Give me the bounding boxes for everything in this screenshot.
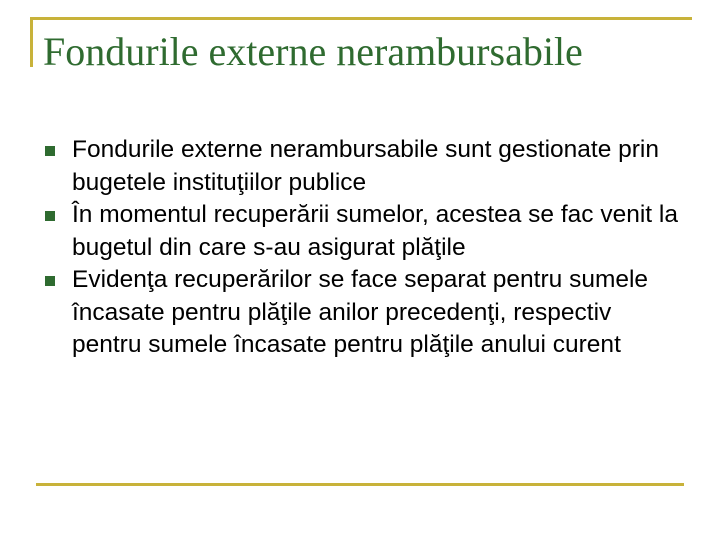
bullet-item <box>40 134 680 199</box>
bullet-text: Evidenţa recuperărilor se face separat pentru sumele încasate pentru plăţile anilor precedenţi, respectiv pentru sumele încasate pentru plăţile anului curent <box>72 266 649 358</box>
frame-left-rule <box>30 17 33 67</box>
bullet-text: În momentul recuperării sumelor, acestea se fac venit la bugetul din care s-au asigurat plăţile <box>72 201 678 261</box>
bullet-text: Fondurile externe nerambursabile sunt gestionate prin bugetele instituţiilor publice <box>72 136 659 196</box>
square-bullet-icon <box>45 146 55 156</box>
square-bullet-icon <box>45 211 55 221</box>
slide-title: Fondurile externe nerambursabile <box>43 29 583 74</box>
bullet-list <box>40 134 680 362</box>
frame-top-rule <box>30 17 692 20</box>
bullet-item <box>40 264 680 362</box>
frame-bottom-rule <box>36 483 684 486</box>
square-bullet-icon <box>45 276 55 286</box>
bullet-item <box>40 199 680 264</box>
